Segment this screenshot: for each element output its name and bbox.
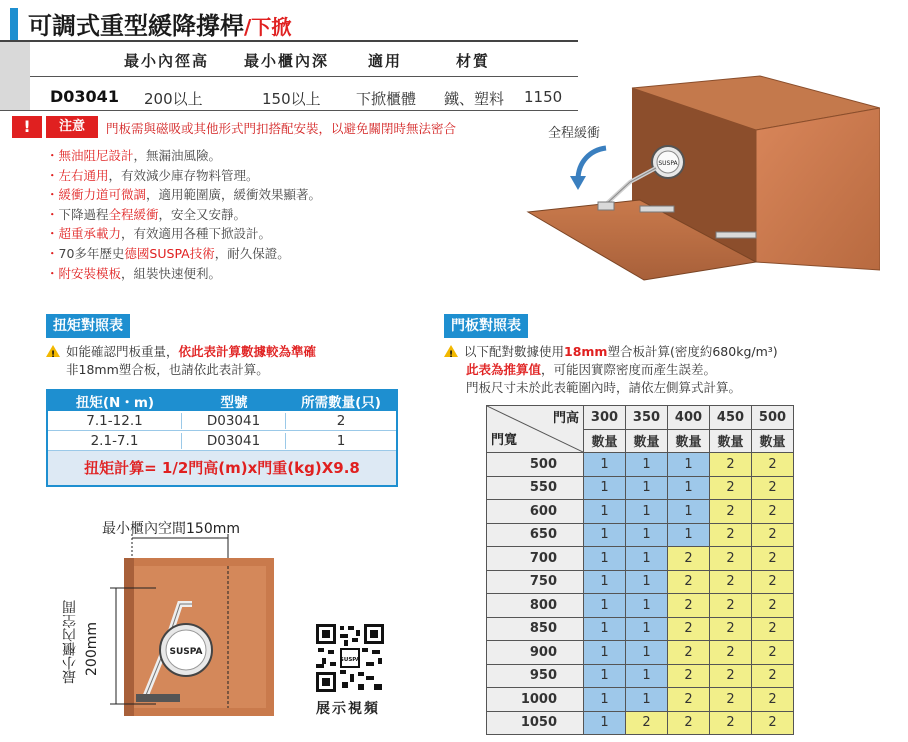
spec-header-usage: 適用: [368, 52, 403, 70]
door-qty-cell: 1: [584, 500, 626, 524]
table-row: 7.1-12.1 D03041 2: [48, 411, 396, 431]
door-width-cell: 950: [487, 664, 584, 688]
door-width-cell: 1000: [487, 688, 584, 712]
warning-text: 門板需與磁吸或其他形式門扣搭配安裝，以避免關閉時無法密合: [106, 121, 457, 136]
spec-gray-block: [0, 42, 30, 110]
corner-width-label: 門寬: [491, 433, 518, 448]
table-row: [487, 688, 794, 712]
door-qty-cell: 2: [626, 711, 668, 735]
door-qty-cell: 1: [626, 641, 668, 665]
door-qty-cell: 1: [668, 523, 710, 547]
torque-table: [46, 389, 398, 487]
dimension-top-label: 最小櫃內空間150mm: [102, 521, 240, 537]
feature-list: [46, 146, 321, 283]
door-qty-cell: 1: [626, 547, 668, 571]
door-qty-cell: 1: [584, 453, 626, 477]
table-row: [487, 547, 794, 571]
door-qty-cell: 1: [626, 570, 668, 594]
door-qty-cell: 1: [668, 476, 710, 500]
door-qty-cell: 1: [668, 500, 710, 524]
warning-triangle-icon: [444, 345, 458, 357]
table-row: [487, 523, 794, 547]
door-qty-cell: 2: [710, 641, 752, 665]
door-width-cell: 850: [487, 617, 584, 641]
title-subtitle: /下掀: [244, 15, 292, 39]
spec-header-min-depth: 最小櫃內深: [244, 52, 330, 70]
table-row: [487, 711, 794, 735]
table-row: [487, 617, 794, 641]
door-note-2: 此表為推算值，可能因實際密度而產生誤差。: [466, 362, 717, 377]
cabinet-illustration: [520, 70, 880, 290]
door-qty-cell: 2: [710, 547, 752, 571]
door-table-qty-row: 數量 數量 數量 數量 數量: [487, 429, 794, 453]
door-qty-cell: 2: [752, 500, 794, 524]
torque-section-tag: 扭矩對照表: [46, 314, 130, 338]
door-qty-cell: 2: [752, 594, 794, 618]
door-qty-cell: 2: [752, 641, 794, 665]
door-qty-cell: 1: [626, 688, 668, 712]
door-qty-cell: 2: [668, 711, 710, 735]
spec-header-min-height: 最小內徑高: [124, 52, 210, 70]
door-qty-cell: 2: [710, 688, 752, 712]
table-row: [487, 453, 794, 477]
warning-tag: 注意: [46, 116, 98, 138]
door-width-cell: 600: [487, 500, 584, 524]
door-width-cell: 550: [487, 476, 584, 500]
door-width-cell: 750: [487, 570, 584, 594]
door-width-cell: 700: [487, 547, 584, 571]
door-qty-cell: 1: [584, 523, 626, 547]
spec-usage-value: 下掀櫃體: [356, 90, 417, 108]
door-note-3: 門板尺寸未於此表範圍內時，請依左側算式計算。: [466, 380, 742, 395]
table-row: 2.1-7.1 D03041 1: [48, 431, 396, 451]
spec-min-depth-value: 150以上: [262, 90, 321, 108]
qr-center-label: SUSPA: [339, 657, 361, 663]
feature-item: ・左右通用，有效減少庫存物料管理。: [46, 167, 259, 183]
diagram-brand: SUSPA: [169, 647, 203, 657]
table-row: [487, 664, 794, 688]
door-qty-cell: 2: [752, 523, 794, 547]
table-row: [487, 500, 794, 524]
door-qty-cell: 2: [668, 641, 710, 665]
page-title: [28, 6, 291, 41]
torque-note-2: 非18mm塑合板，也請依此表計算。: [66, 362, 269, 377]
spec-model: D03041: [50, 87, 119, 106]
door-qty-cell: 1: [584, 476, 626, 500]
spec-extra-value: 1150: [524, 88, 563, 106]
feature-item: ・下降過程全程緩衝，安全又安靜。: [46, 206, 247, 222]
door-qty-cell: 1: [584, 641, 626, 665]
door-qty-cell: 1: [626, 594, 668, 618]
title-main: 可調式重型緩降撐桿: [28, 12, 244, 40]
door-qty-cell: 1: [584, 594, 626, 618]
door-qty-cell: 2: [668, 664, 710, 688]
door-qty-cell: 1: [584, 617, 626, 641]
corner-height-label: 門高: [552, 411, 579, 426]
door-width-cell: 650: [487, 523, 584, 547]
door-qty-cell: 2: [668, 688, 710, 712]
feature-item: ・無油阻尼設計，無漏油風險。: [46, 148, 222, 163]
title-divider: [0, 40, 578, 42]
door-qty-cell: 2: [752, 617, 794, 641]
spec-divider: [30, 76, 578, 77]
title-accent-bar: [10, 8, 18, 40]
cabinet-cross-section-diagram: [96, 534, 282, 720]
table-row: [487, 476, 794, 500]
door-qty-cell: 2: [668, 617, 710, 641]
door-qty-cell: 2: [710, 711, 752, 735]
door-width-cell: 800: [487, 594, 584, 618]
door-table-header-row: 門高 門寬 300 350 400 450 500: [487, 406, 794, 430]
door-note-1: !以下配對數據使用18mm塑合板計算(密度約680kg/m³): [444, 343, 778, 361]
table-row: [487, 641, 794, 665]
illustration-brand: SUSPA: [658, 160, 678, 167]
feature-item: ・附安裝模板，組裝快速便利。: [46, 265, 222, 281]
door-qty-cell: 2: [710, 617, 752, 641]
door-qty-cell: 2: [752, 570, 794, 594]
door-qty-cell: 2: [710, 570, 752, 594]
door-qty-cell: 2: [752, 664, 794, 688]
full-buffer-label: 全程緩衝: [548, 126, 601, 141]
door-qty-cell: 1: [584, 688, 626, 712]
door-qty-cell: 1: [626, 617, 668, 641]
door-qty-cell: 2: [710, 476, 752, 500]
door-width-cell: 900: [487, 641, 584, 665]
door-qty-cell: 1: [626, 500, 668, 524]
door-qty-cell: 1: [626, 453, 668, 477]
door-qty-cell: 1: [584, 664, 626, 688]
torque-formula: 扭矩計算= 1/2門高(m)x門重(kg)X9.8: [48, 451, 396, 485]
dimension-left-label: 最小櫃內空間 200mm: [62, 600, 100, 684]
door-width-cell: 1050: [487, 711, 584, 735]
door-qty-cell: 2: [668, 570, 710, 594]
spec-bottom-divider: [0, 110, 578, 111]
table-row: [487, 570, 794, 594]
table-row: [487, 594, 794, 618]
door-table: [486, 405, 794, 735]
door-qty-cell: 1: [668, 453, 710, 477]
torque-note-1: !如能確認門板重量，依此表計算數據較為準確: [46, 343, 316, 361]
qr-video-label: 展示視頻: [316, 701, 380, 717]
door-qty-cell: 1: [626, 523, 668, 547]
door-qty-cell: 2: [668, 594, 710, 618]
qr-code-icon[interactable]: [314, 622, 386, 694]
corner-diagonal: [487, 406, 583, 452]
spec-header-material: 材質: [456, 52, 491, 70]
door-qty-cell: 2: [752, 688, 794, 712]
door-qty-cell: 2: [710, 500, 752, 524]
spec-min-height-value: 200以上: [144, 90, 203, 108]
spec-material-value: 鐵、塑料: [444, 90, 505, 108]
door-qty-cell: 2: [710, 664, 752, 688]
door-qty-cell: 2: [668, 547, 710, 571]
door-qty-cell: 2: [752, 476, 794, 500]
feature-item: ・超重承載力，有效適用各種下掀設計。: [46, 226, 272, 242]
door-section-tag: 門板對照表: [444, 314, 528, 338]
door-table-corner: [487, 406, 584, 453]
feature-item: ・緩衝力道可微調，適用範圍廣，緩衝效果顯著。: [46, 187, 322, 203]
door-qty-cell: 1: [626, 476, 668, 500]
door-qty-cell: 2: [752, 547, 794, 571]
feature-item: ・70多年歷史德國SUSPA技術，耐久保證。: [46, 245, 290, 261]
door-qty-cell: 2: [710, 523, 752, 547]
door-qty-cell: 2: [752, 711, 794, 735]
door-qty-cell: 2: [710, 594, 752, 618]
door-qty-cell: 2: [710, 453, 752, 477]
door-qty-cell: 1: [584, 570, 626, 594]
door-width-cell: 500: [487, 453, 584, 477]
warning-triangle-icon: [46, 345, 60, 357]
torque-table-header: 扭矩(N・m) 型號 所需數量(只): [48, 391, 396, 411]
warning-icon: !: [12, 116, 42, 138]
door-qty-cell: 1: [584, 711, 626, 735]
door-qty-cell: 2: [752, 453, 794, 477]
door-qty-cell: 1: [626, 664, 668, 688]
door-qty-cell: 1: [584, 547, 626, 571]
